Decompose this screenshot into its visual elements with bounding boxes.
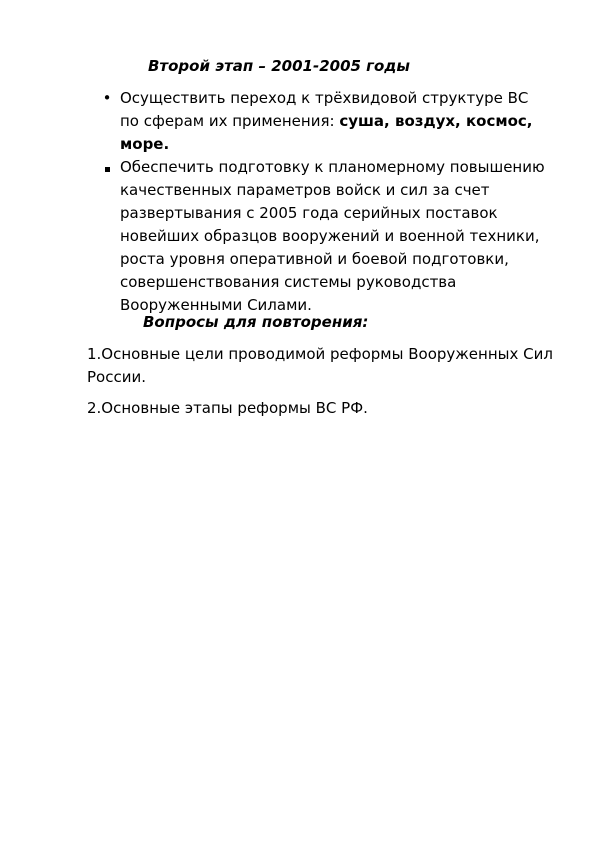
question-item: 2.Основные этапы реформы ВС РФ. xyxy=(87,399,368,417)
bullet-disc-icon xyxy=(101,87,113,110)
stage-heading: Второй этап – 2001-2005 годы xyxy=(148,57,410,75)
questions-heading: Вопросы для повторения: xyxy=(143,313,369,331)
bullet-square-icon xyxy=(101,156,113,179)
list-item-text: Осуществить переход к трёхвидовой структуре ВС по сферам их применения: xyxy=(120,89,529,130)
question-item: 1.Основные цели проводимой реформы Вооруженных Сил России. xyxy=(87,345,553,386)
goals-list xyxy=(0,87,550,317)
list-item-bold-text: суша, воздух, космос, море. xyxy=(120,112,533,153)
list-item xyxy=(0,87,550,156)
list-item-text: Обеспечить подготовку к планомерному повышению качественных параметров войск и сил за счет развертывания с 2005 года серийных поставок новейших образцов вооружений и военной техники, роста уровня оперативной и боевой подготовки, совершенствования системы руководства Вооруженными Силами. xyxy=(120,158,545,314)
list-item xyxy=(0,156,550,317)
